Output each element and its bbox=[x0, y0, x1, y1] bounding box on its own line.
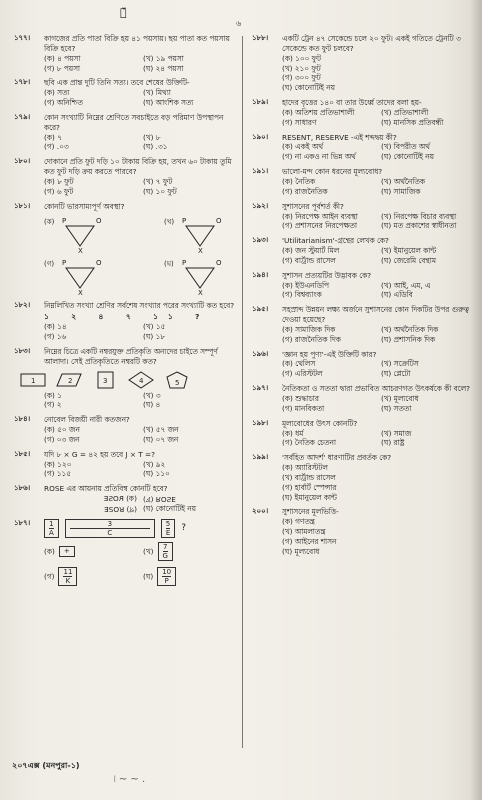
option-ka[interactable]: (ক) অ্যারিস্টটল bbox=[282, 463, 328, 473]
option-ga[interactable]: (গ) বিশ্বব্যাংক bbox=[282, 290, 322, 300]
page-edge-shadow bbox=[470, 0, 482, 800]
question-190 bbox=[252, 133, 474, 163]
option-ga[interactable] bbox=[44, 567, 137, 586]
question-number: ২০০। bbox=[252, 507, 269, 516]
option-kha[interactable]: (খ) ২১০ ফুট bbox=[282, 63, 321, 73]
option-kha[interactable]: (খ) ৭ ফুট bbox=[143, 176, 173, 186]
option-ga[interactable]: (গ) আইনের শাসন bbox=[282, 536, 337, 546]
shape-label: 2 bbox=[68, 376, 73, 385]
option-ka[interactable] bbox=[44, 542, 137, 561]
option-ka[interactable]: (ক) শুদ্ধাচার bbox=[282, 394, 319, 403]
page-number: ৬ bbox=[236, 19, 242, 28]
question-185 bbox=[14, 450, 236, 480]
question-177 bbox=[14, 34, 236, 73]
svg-text:O: O bbox=[216, 258, 222, 267]
fraction-sequence bbox=[44, 519, 186, 538]
option-kha[interactable]: (খ) অর্থনৈতিক bbox=[381, 176, 425, 186]
option-ka[interactable]: (ক) ১০০ ফুট bbox=[282, 53, 321, 63]
question-number: ১৯৮। bbox=[252, 418, 269, 427]
triangle-diagrams-row-1 bbox=[44, 214, 224, 254]
option-fraction bbox=[58, 567, 77, 586]
option-ga[interactable]: (গ) ৩০০ ফুট bbox=[282, 73, 321, 83]
question-number: ১৮৩। bbox=[14, 346, 31, 355]
column-divider bbox=[242, 36, 243, 748]
option-gha[interactable]: (ঘ) প্রশাসনিক দিক bbox=[381, 334, 436, 344]
question-text: নোবেল বিজয়ী নারী কতজন? bbox=[44, 415, 130, 425]
option-ga[interactable]: (গ) মানবিকতা bbox=[282, 403, 325, 413]
option-ga[interactable]: (গ) এরিস্টটল bbox=[282, 369, 323, 379]
svg-text:O: O bbox=[96, 216, 102, 225]
option-ka[interactable]: (ক) ১৪ bbox=[44, 322, 67, 332]
option-gha[interactable]: (ঘ) ০৭ জন bbox=[143, 434, 179, 444]
svg-text:(গ): (গ) bbox=[44, 259, 55, 268]
shape-parallelogram-2 bbox=[56, 371, 82, 389]
shape-label: 1 bbox=[31, 376, 36, 385]
right-column bbox=[252, 34, 474, 562]
question-number: ১৯৪। bbox=[252, 270, 269, 279]
option-kha[interactable]: (খ) প্রতিভাশালী bbox=[381, 107, 429, 117]
question-179 bbox=[14, 113, 236, 152]
option-kha[interactable]: (খ) সমাজ bbox=[381, 428, 412, 438]
question-number: ১৯৫। bbox=[252, 305, 269, 314]
numerator: + bbox=[63, 547, 70, 556]
svg-text:P: P bbox=[62, 216, 67, 225]
option-gha[interactable]: (ঘ) মত প্রকাশের স্বাধীনতা bbox=[381, 221, 457, 231]
option-gha[interactable]: (ঘ) আংশিক সত্য bbox=[143, 98, 194, 108]
denominator: C bbox=[70, 528, 150, 537]
triangle-diagram-ga[interactable] bbox=[44, 256, 104, 296]
question-189 bbox=[252, 98, 474, 128]
svg-text:O: O bbox=[216, 216, 222, 225]
question-number: ১৮০। bbox=[14, 157, 31, 166]
triangle-diagram-gha[interactable] bbox=[164, 256, 224, 296]
option-kha[interactable]: (খ) ১৯ পয়সা bbox=[143, 53, 184, 63]
option-fraction bbox=[59, 546, 75, 556]
svg-text:(খ): (খ) bbox=[164, 217, 175, 226]
question-number: ১৯৭। bbox=[252, 384, 269, 393]
question-200 bbox=[252, 507, 474, 556]
option-label: (খ) bbox=[143, 546, 154, 556]
option-ga[interactable]: (গ) ROSE bbox=[104, 504, 137, 514]
numerator: 5 bbox=[165, 519, 171, 528]
question-number: ১৯৬। bbox=[252, 349, 269, 358]
numerator: 10 bbox=[162, 568, 172, 577]
option-fraction bbox=[157, 567, 176, 586]
option-gha[interactable]: (ঘ) ৪ bbox=[143, 400, 161, 410]
option-ga[interactable]: (গ) রাজনৈতিক দিক bbox=[282, 334, 341, 344]
shape-square-3 bbox=[92, 371, 118, 389]
question-text: ছবি এক প্রান্ত দুটি তিনি সত্য। তবে শেষের উক্তিটি- bbox=[44, 78, 190, 88]
question-number: ১৯১। bbox=[252, 167, 269, 176]
option-gha[interactable]: (ঘ) এডিবি bbox=[381, 290, 413, 300]
option-ka[interactable]: (ক) সামাজিক দিক bbox=[282, 324, 336, 334]
svg-text:X: X bbox=[78, 246, 83, 254]
question-195 bbox=[252, 305, 474, 344]
shape-label: 3 bbox=[103, 376, 108, 385]
option-gha[interactable]: (ঘ) কোনোটিই নয় bbox=[143, 504, 196, 513]
svg-text:X: X bbox=[198, 288, 203, 296]
question-192 bbox=[252, 202, 474, 232]
question-text: 'Utilitarianism'-গ্রন্থের লেখক কে? bbox=[282, 236, 389, 246]
option-gha[interactable]: (ঘ) সামাজিক bbox=[381, 186, 421, 196]
question-number: ১৮৯। bbox=[252, 98, 269, 107]
option-fraction bbox=[158, 542, 173, 561]
question-194 bbox=[252, 271, 474, 301]
denominator: E bbox=[165, 528, 171, 537]
option-kha[interactable]: (খ) ৯২ bbox=[143, 459, 166, 469]
question-186 bbox=[14, 484, 236, 514]
top-marks: ২̀́ bbox=[120, 6, 127, 19]
triangle-diagram-kha[interactable] bbox=[164, 214, 224, 254]
triangle-diagrams-row-2 bbox=[44, 256, 224, 296]
option-ka[interactable]: (ক) ১২০ bbox=[44, 459, 72, 469]
option-kha[interactable]: (খ) মূল্যবোধ bbox=[381, 394, 419, 403]
svg-text:X: X bbox=[78, 288, 83, 296]
option-gha[interactable] bbox=[143, 567, 236, 586]
option-ka[interactable]: (ক) গণতন্ত্র bbox=[282, 517, 315, 527]
option-ka[interactable]: (ক) ROSE bbox=[103, 494, 137, 504]
question-text: সুশাসনের পূর্বশর্ত কী? bbox=[282, 201, 344, 211]
option-ga[interactable]: (গ) ৬ ফুট bbox=[44, 186, 74, 196]
handwritten-scribble: ৷ ~ ~ . bbox=[114, 774, 146, 785]
option-label: (ঘ) bbox=[143, 571, 154, 581]
option-ga[interactable]: (গ) অনিশ্চিত bbox=[44, 98, 83, 108]
option-ga[interactable]: (গ) ০৩ জন bbox=[44, 434, 80, 444]
question-183 bbox=[14, 347, 236, 410]
option-gha[interactable]: (ঘ) .৩১ bbox=[143, 142, 168, 152]
question-182 bbox=[14, 301, 236, 342]
numerator: 7 bbox=[162, 542, 168, 551]
question-178 bbox=[14, 78, 236, 108]
question-text: ভালো-মন্দ কোন ধরনের মূল্যবোধ? bbox=[282, 167, 383, 177]
question-191 bbox=[252, 167, 474, 197]
option-gha[interactable]: (ঘ) জেরেমি বেন্থাম bbox=[381, 255, 436, 265]
question-198 bbox=[252, 419, 474, 449]
option-kha[interactable]: (খ) ৩ bbox=[143, 390, 161, 400]
numerator: 3 bbox=[107, 519, 113, 528]
question-number: ১৭৯। bbox=[14, 112, 31, 121]
option-ka[interactable]: (ক) জন স্টুয়ার্ট মিল bbox=[282, 246, 340, 256]
question-196 bbox=[252, 350, 474, 380]
question-number: ১৮৪। bbox=[14, 415, 31, 424]
option-kha[interactable]: (খ) বিপরীত অর্থ bbox=[381, 142, 430, 152]
exam-code: ২০৭এক্স (মনপুরা-১) bbox=[12, 761, 80, 770]
option-ka[interactable]: (ক) নৈতিক bbox=[282, 176, 316, 186]
option-ka[interactable]: (ক) অতিশয় প্রতিভাশালী bbox=[282, 107, 355, 117]
option-gha[interactable]: (ঘ) ১৮ bbox=[143, 332, 165, 342]
option-gha[interactable]: (ঘ) ২৪ পয়সা bbox=[143, 63, 184, 73]
question-number: ১৭৭। bbox=[14, 34, 31, 42]
question-text: কাগজের প্রতি পাতা বিক্রি হয় ৪১ পয়সায়। ছয় পাতা কত পয়সায় বিক্রি হবে? bbox=[44, 34, 230, 53]
option-gha[interactable]: (ঘ) প্লেটো bbox=[381, 369, 411, 379]
question-number: ১৮৮। bbox=[252, 34, 269, 42]
shape-diamond-4 bbox=[128, 371, 154, 389]
question-number: ১৮৭। bbox=[14, 518, 31, 527]
option-kha[interactable]: (খ) ৮ bbox=[143, 132, 161, 142]
question-187 bbox=[14, 519, 236, 586]
question-text: নিম্নলিখিত সংখ্যা শ্রেণির সর্বশেষ সংখ্যার পরের সংখ্যাটি কত হবে? bbox=[44, 300, 235, 310]
option-gha[interactable]: (ঘ) ১১০ bbox=[143, 469, 170, 479]
option-gha[interactable]: (ঘ) ১০ ফুট bbox=[143, 186, 177, 196]
option-kha[interactable]: (খ) ROSE bbox=[143, 495, 176, 504]
option-ka[interactable]: (ক) নিরপেক্ষ আইন ব্যবস্থা bbox=[282, 211, 358, 221]
figure-shapes bbox=[20, 371, 236, 389]
question-193 bbox=[252, 236, 474, 266]
option-ka[interactable]: (ক) ৮ ফুট bbox=[44, 176, 74, 186]
left-column bbox=[14, 34, 236, 591]
svg-text:P: P bbox=[62, 258, 67, 267]
option-gha[interactable]: (ঘ) সততা bbox=[381, 403, 412, 413]
option-ka[interactable]: (ক) একই অর্থ bbox=[282, 142, 323, 152]
question-text: সুশাসনের মূলভিত্তি- bbox=[282, 507, 339, 517]
numerator: 1 bbox=[49, 519, 54, 528]
question-text: মূল্যবোধের উৎস কোনটি? bbox=[282, 418, 358, 428]
question-text: একটি ট্রেন ৪৭ সেকেন্ডে চলে ২০ ফুট। একই গতিতে ট্রেনটি ৩ সেকেন্ডে কত ফুট চলবে? bbox=[282, 34, 461, 53]
option-kha[interactable]: (খ) ১৫ bbox=[143, 322, 166, 332]
question-number: ১৮২। bbox=[14, 300, 31, 309]
option-kha[interactable]: (খ) ৫৭ জন bbox=[143, 425, 179, 435]
option-kha[interactable]: (খ) ইমানুয়েল কান্ট bbox=[381, 246, 437, 256]
option-ga[interactable]: (গ) .০৩ bbox=[44, 142, 69, 152]
option-gha[interactable]: (ঘ) ইমানুয়েল কান্ট bbox=[282, 492, 337, 502]
svg-text:(ঘ): (ঘ) bbox=[164, 259, 174, 268]
question-199 bbox=[252, 453, 474, 502]
question-text: RESENT, RESERVE -এই শব্দদ্বয় কী? bbox=[282, 132, 397, 142]
question-text: নৈতিকতা ও সততা দ্বারা প্রভাবিত আচরণগত উৎকর্ষকে কী বলে? bbox=[282, 384, 470, 394]
question-text: যদি ৮ × G = ৪২ হয় তবে J × T =? bbox=[44, 449, 156, 459]
question-mark: ? bbox=[181, 523, 187, 534]
option-ka[interactable]: (ক) ৫০ জন bbox=[44, 425, 80, 435]
svg-text:P: P bbox=[182, 258, 187, 267]
question-number: ১৮৫। bbox=[14, 449, 31, 458]
option-ka[interactable]: (ক) সত্য bbox=[44, 88, 70, 98]
option-kha[interactable]: (খ) নিরপেক্ষ বিচার ব্যবস্থা bbox=[381, 211, 457, 221]
option-gha[interactable]: (ঘ) মানসিক প্রতিবন্ধী bbox=[381, 117, 444, 127]
option-ga[interactable]: (গ) না একও না ভিন্ন অর্থ bbox=[282, 152, 356, 162]
option-ka[interactable]: (ক) ৭ bbox=[44, 132, 62, 142]
question-184 bbox=[14, 415, 236, 445]
shape-label: 4 bbox=[139, 376, 144, 385]
option-gha[interactable]: (ঘ) কোনোটিই নয় bbox=[381, 152, 434, 162]
option-ga[interactable]: (গ) সাধারণ bbox=[282, 117, 317, 127]
option-label: (গ) bbox=[44, 571, 55, 581]
svg-text:O: O bbox=[96, 258, 102, 267]
svg-text:X: X bbox=[198, 246, 203, 254]
question-text: ROSE এর আয়নায় প্রতিবিম্ব কোনটি হবে? bbox=[44, 484, 168, 494]
question-text: হাদের বৃত্তের ১৪০ বা তার উর্ধ্বে তাদের বলা হয়- bbox=[282, 98, 422, 108]
question-197 bbox=[252, 384, 474, 414]
question-text: সুশাসন প্রত্যয়টির উদ্ভাবক কে? bbox=[282, 270, 372, 280]
fraction-box-1 bbox=[44, 519, 59, 538]
option-ga[interactable]: (গ) প্রশাসনের নিরপেক্ষতা bbox=[282, 221, 357, 231]
option-gha[interactable]: (ঘ) রাষ্ট্র bbox=[381, 438, 405, 448]
question-text: সহস্রাব্দ উন্নয়ন লক্ষ্য অর্জনে সুশাসনের কোন দিকটির উপর গুরুত্ব দেওয়া হয়েছে? bbox=[282, 305, 469, 325]
denominator: K bbox=[63, 576, 72, 585]
question-180 bbox=[14, 157, 236, 196]
option-ga[interactable]: (গ) হার্বার্ট স্পেন্সার bbox=[282, 482, 337, 492]
question-text: 'সর্বহিত আদর্শ' ধারণাটির প্রবর্তক কে? bbox=[282, 453, 392, 463]
question-text: দোকানে প্রতি ফুট দড়ি ১০ টাকায় বিক্রি হয়, তখন ৬০ টাকায় তুমি কত ফুট দড়ি ক্রয় করতে পারবে? bbox=[44, 157, 232, 177]
svg-text:(ক): (ক) bbox=[44, 217, 55, 226]
denominator: G bbox=[162, 551, 168, 560]
option-ga[interactable]: (গ) ৮ পয়সা bbox=[44, 63, 81, 73]
option-kha[interactable]: (খ) সক্রেটিস bbox=[381, 359, 419, 369]
question-number: ১৯৩। bbox=[252, 236, 269, 245]
option-ga[interactable]: (গ) রাজনৈতিক bbox=[282, 186, 328, 196]
option-kha[interactable]: (খ) বার্ট্রান্ড রাসেল bbox=[282, 472, 336, 482]
shape-label: 5 bbox=[175, 378, 180, 387]
option-ga[interactable]: (গ) বার্ট্রান্ড রাসেল bbox=[282, 255, 336, 265]
fraction-box-2 bbox=[65, 519, 155, 538]
question-text: কোনটি ভারসাম্যপূর্ণ অবস্থা? bbox=[44, 201, 125, 211]
question-181 bbox=[14, 202, 236, 296]
option-ka[interactable]: (ক) ইউএনডিপি bbox=[282, 280, 330, 290]
question-number: ১৮৬। bbox=[14, 484, 31, 493]
option-kha[interactable] bbox=[143, 542, 236, 561]
question-number: ১৯৯। bbox=[252, 453, 269, 462]
option-ga[interactable]: (গ) ২ bbox=[44, 400, 62, 410]
question-text: কোন সংখ্যাটি নিম্নের শ্রেণিতে সবচাইতে বড় পরিমাণ উপস্থাপন করে? bbox=[44, 112, 224, 132]
option-ka[interactable]: (ক) ১ bbox=[44, 390, 62, 400]
option-kha[interactable]: (খ) অর্থনৈতিক দিক bbox=[381, 324, 439, 334]
option-ga[interactable]: (গ) নৈতিক চেতনা bbox=[282, 438, 336, 448]
question-number: ১৯২। bbox=[252, 201, 269, 210]
option-ka[interactable]: (ক) থেলিস bbox=[282, 359, 316, 369]
denominator: A bbox=[49, 528, 54, 537]
option-ka[interactable]: (ক) ধর্ম bbox=[282, 428, 304, 438]
option-gha[interactable]: (ঘ) কোনোটিই নয় bbox=[282, 83, 335, 93]
question-text: 'জ্ঞান হয় পুণ্য'-এই উক্তিটি কার? bbox=[282, 349, 377, 359]
option-kha[interactable]: (খ) আই, এম, এ bbox=[381, 280, 431, 290]
option-ga[interactable]: (গ) ১৬ bbox=[44, 332, 67, 342]
option-gha[interactable]: (ঘ) মূল্যবোধ bbox=[282, 546, 320, 556]
option-kha[interactable]: (খ) মিথ্যা bbox=[143, 88, 171, 98]
question-number: ১৯০। bbox=[252, 132, 269, 141]
question-number: ১৭৮। bbox=[14, 78, 31, 87]
numerator: 11 bbox=[63, 568, 73, 577]
option-ga[interactable]: (গ) ১১৫ bbox=[44, 469, 72, 479]
svg-text:P: P bbox=[182, 216, 187, 225]
question-number: ১৮১। bbox=[14, 201, 31, 210]
option-label: (ক) bbox=[44, 546, 55, 556]
option-kha[interactable]: (খ) আমলাতন্ত্র bbox=[282, 527, 326, 537]
fraction-box-3 bbox=[161, 519, 175, 538]
denominator: P bbox=[162, 576, 171, 585]
triangle-diagram-ka[interactable] bbox=[44, 214, 104, 254]
question-text: নিম্নের চিত্রে একটি নম্বরযুক্ত প্রতিকৃতি অন্যদের চাইতে সম্পূর্ণ আলাদা। সেই প্রতিকৃতিতে নম্বরটি কত? bbox=[44, 346, 218, 366]
question-188 bbox=[252, 34, 474, 93]
option-ka[interactable]: (ক) ৪ পয়সা bbox=[44, 53, 81, 63]
shape-pentagon-5 bbox=[164, 371, 190, 389]
shape-rectangle-1 bbox=[20, 371, 46, 389]
number-sequence: ১ ২ ৪ ৭ ১১ ? bbox=[44, 312, 210, 322]
